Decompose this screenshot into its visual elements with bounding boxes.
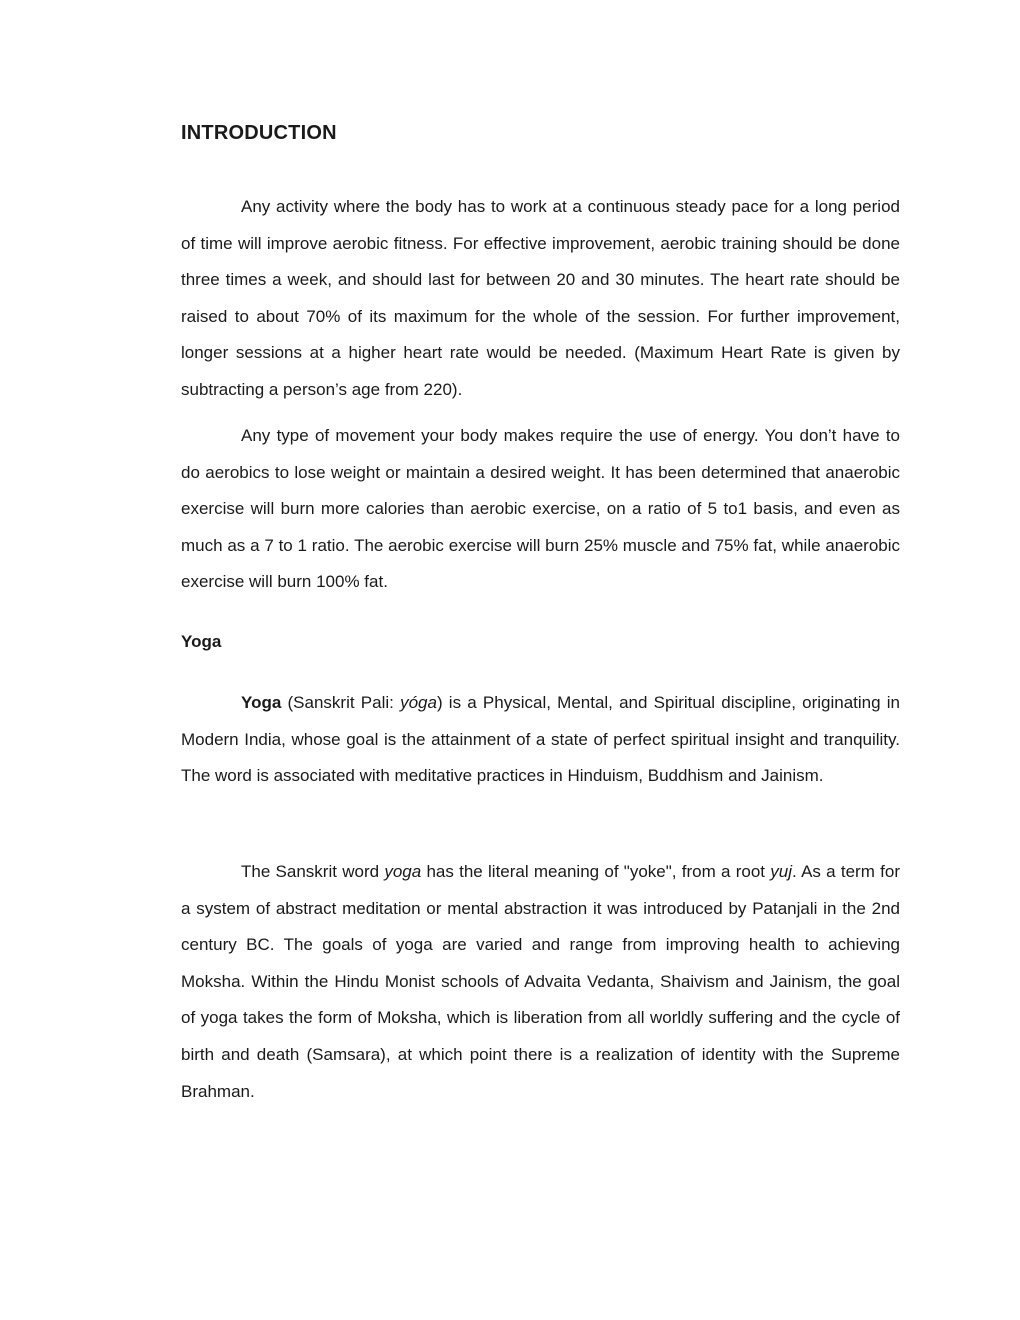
paragraph-yoga-definition xyxy=(181,685,900,795)
section-heading-yoga: Yoga xyxy=(181,632,222,651)
sanskrit-term: yóga xyxy=(400,693,437,712)
paragraph-text: has the literal meaning of "yoke", from a root xyxy=(421,862,771,881)
paragraph-aerobic-fitness: Any activity where the body has to work at a continuous steady pace for a long period of time will improve aerobic fitness. For effective improvement, aerobic training should be done three times a week, and should last for between 20 and 30 minutes. The heart rate should be raised to about 70% of its maximum for the whole of the session. For further improvement, longer sessions at a higher heart rate would be needed. (Maximum Heart Rate is given by subtracting a person’s age from 220). xyxy=(181,197,900,399)
paragraph-yoga-meaning xyxy=(181,854,900,1110)
yoga-word-italic: yoga xyxy=(384,862,422,881)
yoga-term: Yoga xyxy=(241,693,282,712)
page-heading: INTRODUCTION xyxy=(181,122,337,144)
paragraph-text: . As a term for a system of abstract meditation or mental abstraction it was introduced by Patanjali in the 2nd century BC. The goals of yoga are varied and range from improving health to achieving Moksha. Within the Hindu Monist schools of Advaita Vedanta, Shaivism and Jainism, the goal of yoga takes the form of Moksha, which is liberation from all worldly suffering and the cycle of birth and death (Samsara), at which point there is a realization of identity with the Supreme Brahman. xyxy=(181,862,900,1101)
paragraph-anaerobic-exercise: Any type of movement your body makes require the use of energy. You don’t have to do aerobics to lose weight or maintain a desired weight. It has been determined that anaerobic exercise will burn more calories than aerobic exercise, on a ratio of 5 to1 basis, and even as much as a 7 to 1 ratio. The aerobic exercise will burn 25% muscle and 75% fat, while anaerobic exercise will burn 100% fat. xyxy=(181,426,900,592)
paragraph-text: The Sanskrit word xyxy=(241,862,385,881)
yuj-word-italic: yuj xyxy=(770,862,793,881)
paragraph-text: ) is a Physical, Mental, and Spiritual discipline, originating in Modern India, whose goal is the attainment of a state of perfect spiritual insight and tranquility. The word is associated with meditative practices in Hinduism, Buddhism and Jainism. xyxy=(181,693,901,786)
paragraph-text: (Sanskrit Pali: xyxy=(281,693,401,712)
